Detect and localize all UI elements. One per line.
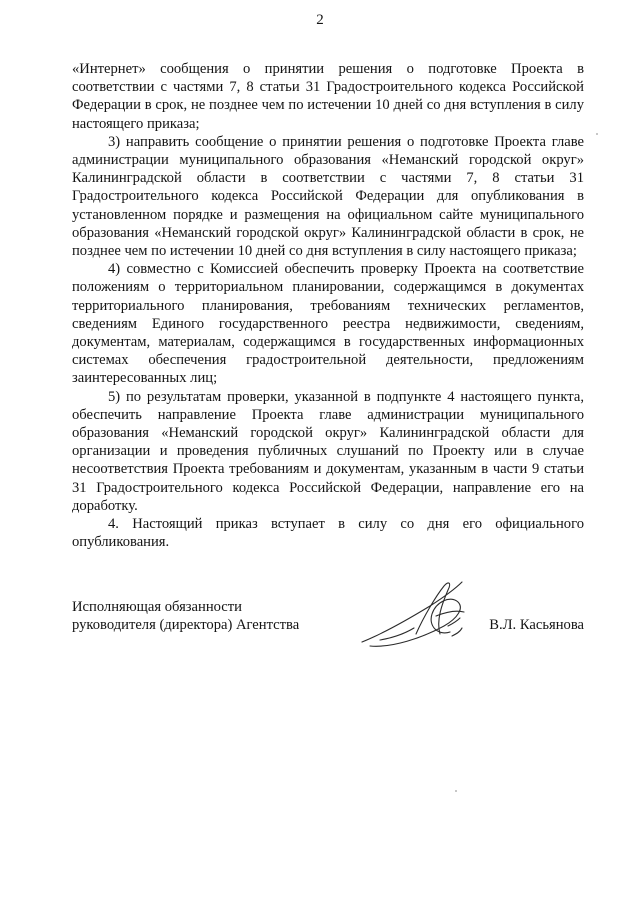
scan-speck [596,133,598,135]
signer-title-line2: руководителя (директора) Агентства [72,617,300,634]
signature-block [72,598,584,658]
signer-name: В.Л. Касьянова [489,617,584,633]
paragraph-continuation: «Интернет» сообщения о принятии решения о подготовке Проекта в соответствии с частями 7, 8 статьи 31 Градостроительного кодекса Российской Федерации в срок, не позднее чем по истечении 10 дней со дня вступления в силу настоящего приказа; [72,61,584,132]
handwritten-signature [352,576,492,656]
scan-speck [455,790,457,792]
paragraph-item-3: 3) направить сообщение о принятии решения о подготовке Проекта главе администрации муниципального образования «Неманский городской округ» Калининградской области в соответствии с частями 7, 8 статьи 31 Градостроительного кодекса Российской Федерации для опубликования в установленном порядке и размещения на официальном сайте муниципального образования «Неманский городской округ» Калининградской области в срок, не позднее чем по истечении 10 дней со дня вступления в силу настоящего приказа; [72,133,584,260]
paragraph-clause-4: 4. Настоящий приказ вступает в силу со дня его официального опубликования. [72,516,584,551]
paragraph-item-4: 4) совместно с Комиссией обеспечить проверку Проекта на соответствие положениям о территориальном планировании, содержащимся в документах территориального планирования, требованиям технических регламентов, сведениям Единого государственного реестра недвижимости, сведениям, документам, материалам, содержащимся в государственных информационных системах обеспечения градостроительной деятельности, предложениям заинтересованных лиц; [72,261,584,387]
signer-title-line1: Исполняющая обязанности [72,599,242,615]
paragraph-item-5: 5) по результатам проверки, указанной в подпункте 4 настоящего пункта, обеспечить направление Проекта главе администрации муниципального образования «Неманский городской округ» Калининградской области для организации и проведения публичных слушаний по Проекту или в случае несоответствия Проекта требованиям и документам, указанным в части 9 статьи 31 Градостроительного кодекса Российской Федерации, направление его на доработку. [72,388,584,514]
document-body [72,60,584,551]
signer-title [72,598,299,634]
page-number: 2 [316,12,324,28]
